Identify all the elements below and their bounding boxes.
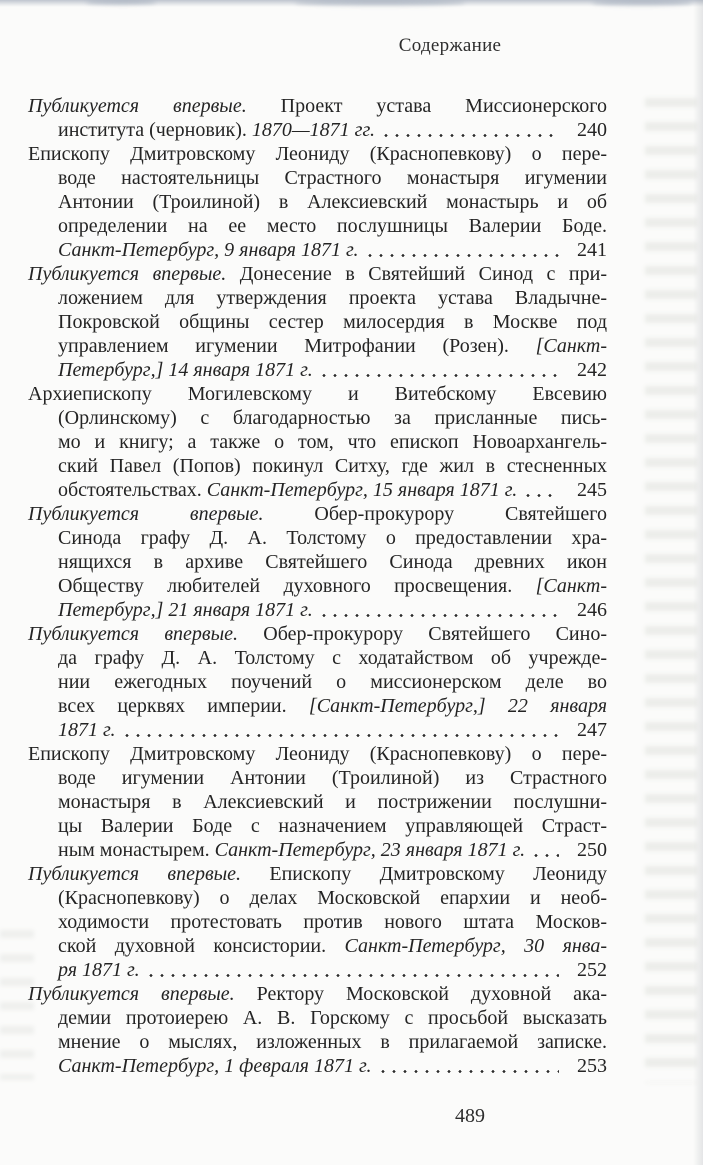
toc-text: нии ежегодных поучений о миссионерском деле во (58, 671, 607, 693)
toc-text-italic: Публикуется впервые. (28, 95, 247, 117)
toc-text-italic: [Санкт- (535, 575, 607, 597)
toc-line-text (58, 238, 359, 262)
toc-line (28, 214, 607, 238)
toc-text: ным монастырем. (58, 839, 215, 861)
toc-text: всех церквях империи. (58, 695, 309, 717)
dot-leader (125, 733, 559, 738)
toc-text: Обер-прокурору Святейшего Сино- (238, 623, 607, 645)
toc-text: ходимости протестовать против нового штата Москов- (58, 911, 607, 933)
toc-entry (28, 622, 607, 742)
toc-line-text (58, 718, 116, 742)
toc-line (28, 934, 607, 958)
toc-text-italic: Санкт-Петербург, 1 февраля 1871 г. (58, 1055, 372, 1077)
toc-text: Донесение в Святейший Синод с при- (226, 263, 607, 285)
toc-page-number: 253 (577, 1055, 607, 1077)
toc-text: Архиепископу Могилевскому и Витебскому Евсевию (28, 383, 607, 405)
toc-text-italic: Санкт-Петербург, 9 января 1871 г. (58, 239, 359, 261)
toc-page-number: 242 (577, 359, 607, 381)
toc-text-italic: ря 1871 г. (58, 959, 140, 981)
toc-text-italic: Публикуется впервые. (28, 263, 227, 285)
toc-line (28, 262, 607, 286)
toc-text: Епископу Дмитровскому Леониду (Краснопевкову) о пере- (28, 143, 607, 165)
toc-text-italic: Санкт-Петербург, 15 января 1871 г. (206, 479, 518, 501)
scan-edge-artifact (295, 0, 465, 6)
toc-entry (28, 742, 607, 862)
toc-line (28, 598, 607, 622)
toc-entry (28, 142, 607, 262)
toc-text-italic: 1870—1871 гг. (251, 119, 376, 141)
running-head: Содержание (398, 35, 502, 56)
toc-text: Ректору Московской духовной ака- (234, 983, 607, 1005)
toc-line (28, 406, 607, 430)
toc-line-text (58, 598, 313, 622)
toc-text: мо и книгу; а также о том, что епископ Новоархангель- (58, 431, 607, 453)
toc-text: воде игумении Антонии (Троилиной) из Страстного (58, 767, 607, 789)
toc-text: Обществу любителей духовного просвещения. (58, 575, 536, 597)
dot-leader (526, 493, 559, 498)
dot-leader (368, 253, 559, 258)
toc-entry (28, 382, 607, 502)
dot-leader (534, 853, 559, 858)
toc-line (28, 1030, 607, 1054)
toc-line (28, 382, 607, 406)
toc-line (28, 478, 607, 502)
toc-line (28, 814, 607, 838)
toc-page-number: 252 (577, 959, 607, 981)
toc-text-italic: Публикуется впервые. (28, 983, 235, 1005)
toc-line (28, 118, 607, 142)
dot-leader (381, 1069, 560, 1074)
toc-page-number: 250 (577, 839, 607, 861)
toc-line (28, 574, 607, 598)
toc-text: обстоятельствах. (58, 479, 207, 501)
toc-line (28, 454, 607, 478)
toc-text: монастыря в Алексиевский и пострижении послушни- (58, 791, 607, 813)
toc-line (28, 982, 607, 1006)
toc-line (28, 766, 607, 790)
toc-text: Покровской общины сестер милосердия в Москве под (58, 311, 607, 333)
toc-entry (28, 502, 607, 622)
toc-text-italic: Петербург,] 21 января 1871 г. (58, 599, 313, 621)
dot-leader (322, 613, 559, 618)
toc-text-italic: Санкт-Петербург, 23 января 1871 г. (214, 839, 526, 861)
scan-edge-artifact (592, 0, 692, 6)
toc-text: нящихся в архиве Святейшего Синода древних икон (58, 551, 607, 573)
toc-line (28, 862, 607, 886)
toc-text: цы Валерии Боде с назначением управляющей Страст- (58, 815, 607, 837)
toc-line (28, 958, 607, 982)
dot-leader (149, 973, 559, 978)
toc-text-italic: [Санкт- (535, 335, 607, 357)
toc-entry (28, 94, 607, 142)
toc-line (28, 1054, 607, 1078)
toc-text: Проект устава Миссионерского (246, 95, 607, 117)
toc-line (28, 694, 607, 718)
toc-text: ский Павел (Попов) покинул Ситху, где жил в стесненных (58, 455, 607, 477)
toc-text: (Краснопевкову) о делах Московской епархии и необ- (58, 887, 607, 909)
toc-text: Синода графу Д. А. Толстому о предоставлении хра- (58, 527, 607, 549)
toc-text: Обер-прокурору Святейшего (263, 503, 607, 525)
toc-line (28, 334, 607, 358)
toc-line-text (58, 958, 140, 982)
toc-page-number: 246 (577, 599, 607, 621)
toc-line (28, 94, 607, 118)
toc-line-text (58, 358, 313, 382)
toc-line (28, 430, 607, 454)
toc-text: Епископу Дмитровскому Леониду (241, 863, 607, 885)
toc-text: управлением игумении Митрофании (Розен). (58, 335, 536, 357)
toc-text-italic: Петербург,] 14 января 1871 г. (58, 359, 313, 381)
toc-line (28, 502, 607, 526)
toc-line (28, 190, 607, 214)
toc-line-text (58, 1054, 372, 1078)
toc-text: ской духовной консистории. (58, 935, 345, 957)
toc-line (28, 286, 607, 310)
toc-line (28, 238, 607, 262)
toc-line (28, 838, 607, 862)
toc-line (28, 550, 607, 574)
toc-line-text (58, 838, 525, 862)
toc-line (28, 166, 607, 190)
toc-line (28, 742, 607, 766)
toc-line-text (58, 478, 517, 502)
dot-leader (322, 373, 559, 378)
toc-text-italic: 1871 г. (58, 719, 116, 741)
toc-text: определении на ее место послушницы Валерии Боде. (58, 215, 607, 237)
toc-text-italic: Санкт-Петербург, 30 янва- (344, 935, 607, 957)
toc-line (28, 790, 607, 814)
toc-line (28, 718, 607, 742)
bleed-through-artifact (645, 98, 697, 1083)
toc-line (28, 526, 607, 550)
toc-line (28, 310, 607, 334)
toc-text-italic: [Санкт-Петербург,] 22 января (308, 695, 607, 717)
toc-line (28, 886, 607, 910)
page-number-footer: 489 (455, 1105, 485, 1127)
toc-text: мнение о мыслях, изложенных в прилагаемой записке. (58, 1031, 607, 1053)
dot-leader (384, 133, 559, 138)
toc-text: Антонии (Троилиной) в Алексиевский монастырь и об (58, 191, 607, 213)
toc-entry (28, 262, 607, 382)
scan-edge-artifact (693, 0, 703, 1165)
toc-line (28, 910, 607, 934)
toc-page-number: 245 (577, 479, 607, 501)
toc-line (28, 670, 607, 694)
scan-edge-artifact (86, 0, 156, 5)
toc-text: демии протоиерею А. В. Горскому с просьбой высказать (58, 1007, 607, 1029)
toc-line-text (58, 118, 375, 142)
toc-text-italic: Публикуется впервые. (28, 623, 238, 645)
toc-text: ложением для утверждения проекта устава Владычне- (58, 287, 607, 309)
toc-text: воде настоятельницы Страстного монастыря игумении (58, 167, 607, 189)
toc-page-number: 240 (577, 119, 607, 141)
toc-line (28, 646, 607, 670)
toc-text: да графу Д. А. Толстому с ходатайством об учрежде- (58, 647, 607, 669)
toc-line (28, 358, 607, 382)
toc-line (28, 142, 607, 166)
toc-text: института (черновик). (58, 119, 252, 141)
toc-entry (28, 982, 607, 1078)
toc-line (28, 1006, 607, 1030)
toc-line (28, 622, 607, 646)
toc-entry (28, 862, 607, 982)
toc-text: (Орлинскому) с благодарностью за присланные пись- (58, 407, 607, 429)
toc-text: Епископу Дмитровскому Леониду (Краснопевкову) о пере- (28, 743, 607, 765)
toc-page-number: 241 (577, 239, 607, 261)
toc-page-number: 247 (577, 719, 607, 741)
toc-text-italic: Публикуется впервые. (28, 503, 264, 525)
toc (28, 94, 607, 1078)
toc-text-italic: Публикуется впервые. (28, 863, 242, 885)
